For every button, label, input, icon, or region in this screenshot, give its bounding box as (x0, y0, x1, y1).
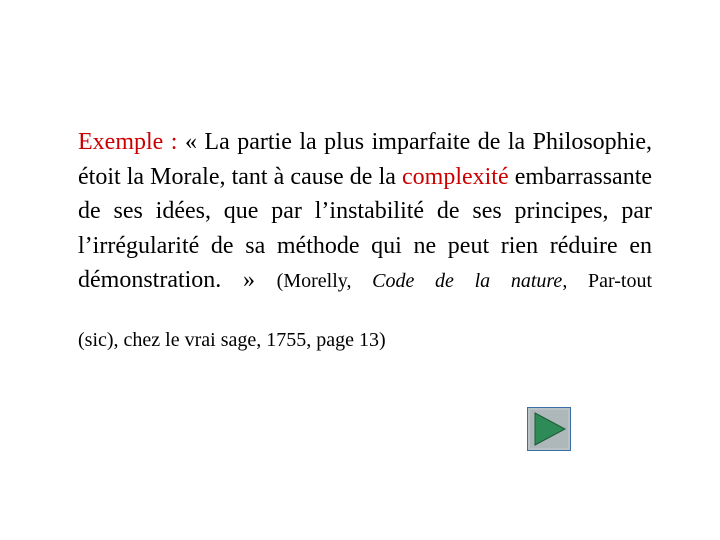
citation-start (277, 270, 652, 292)
citation-tail: (sic), chez le vrai sage, 1755, page 13) (78, 329, 386, 351)
citation-suffix: , Par-tout (562, 270, 653, 293)
example-label: Exemple : (78, 129, 178, 155)
quote-text-rest: embarrassante de ses idées, que par l’instabilité de ses principes, par l’irrégularité de sa méthode qui ne peut rien réduire en démonstration. » (78, 163, 653, 294)
highlighted-word: complexité (402, 163, 509, 190)
next-slide-button[interactable] (527, 407, 571, 451)
citation-prefix: (Morelly, (276, 270, 352, 293)
play-next-icon (527, 407, 571, 451)
quote-paragraph (78, 125, 652, 299)
citation-title: Code de la nature (372, 270, 563, 293)
quote-text-start: « La partie la plus imparfaite de la Philosophie, étoit la Morale, tant à cause de la (78, 129, 653, 190)
